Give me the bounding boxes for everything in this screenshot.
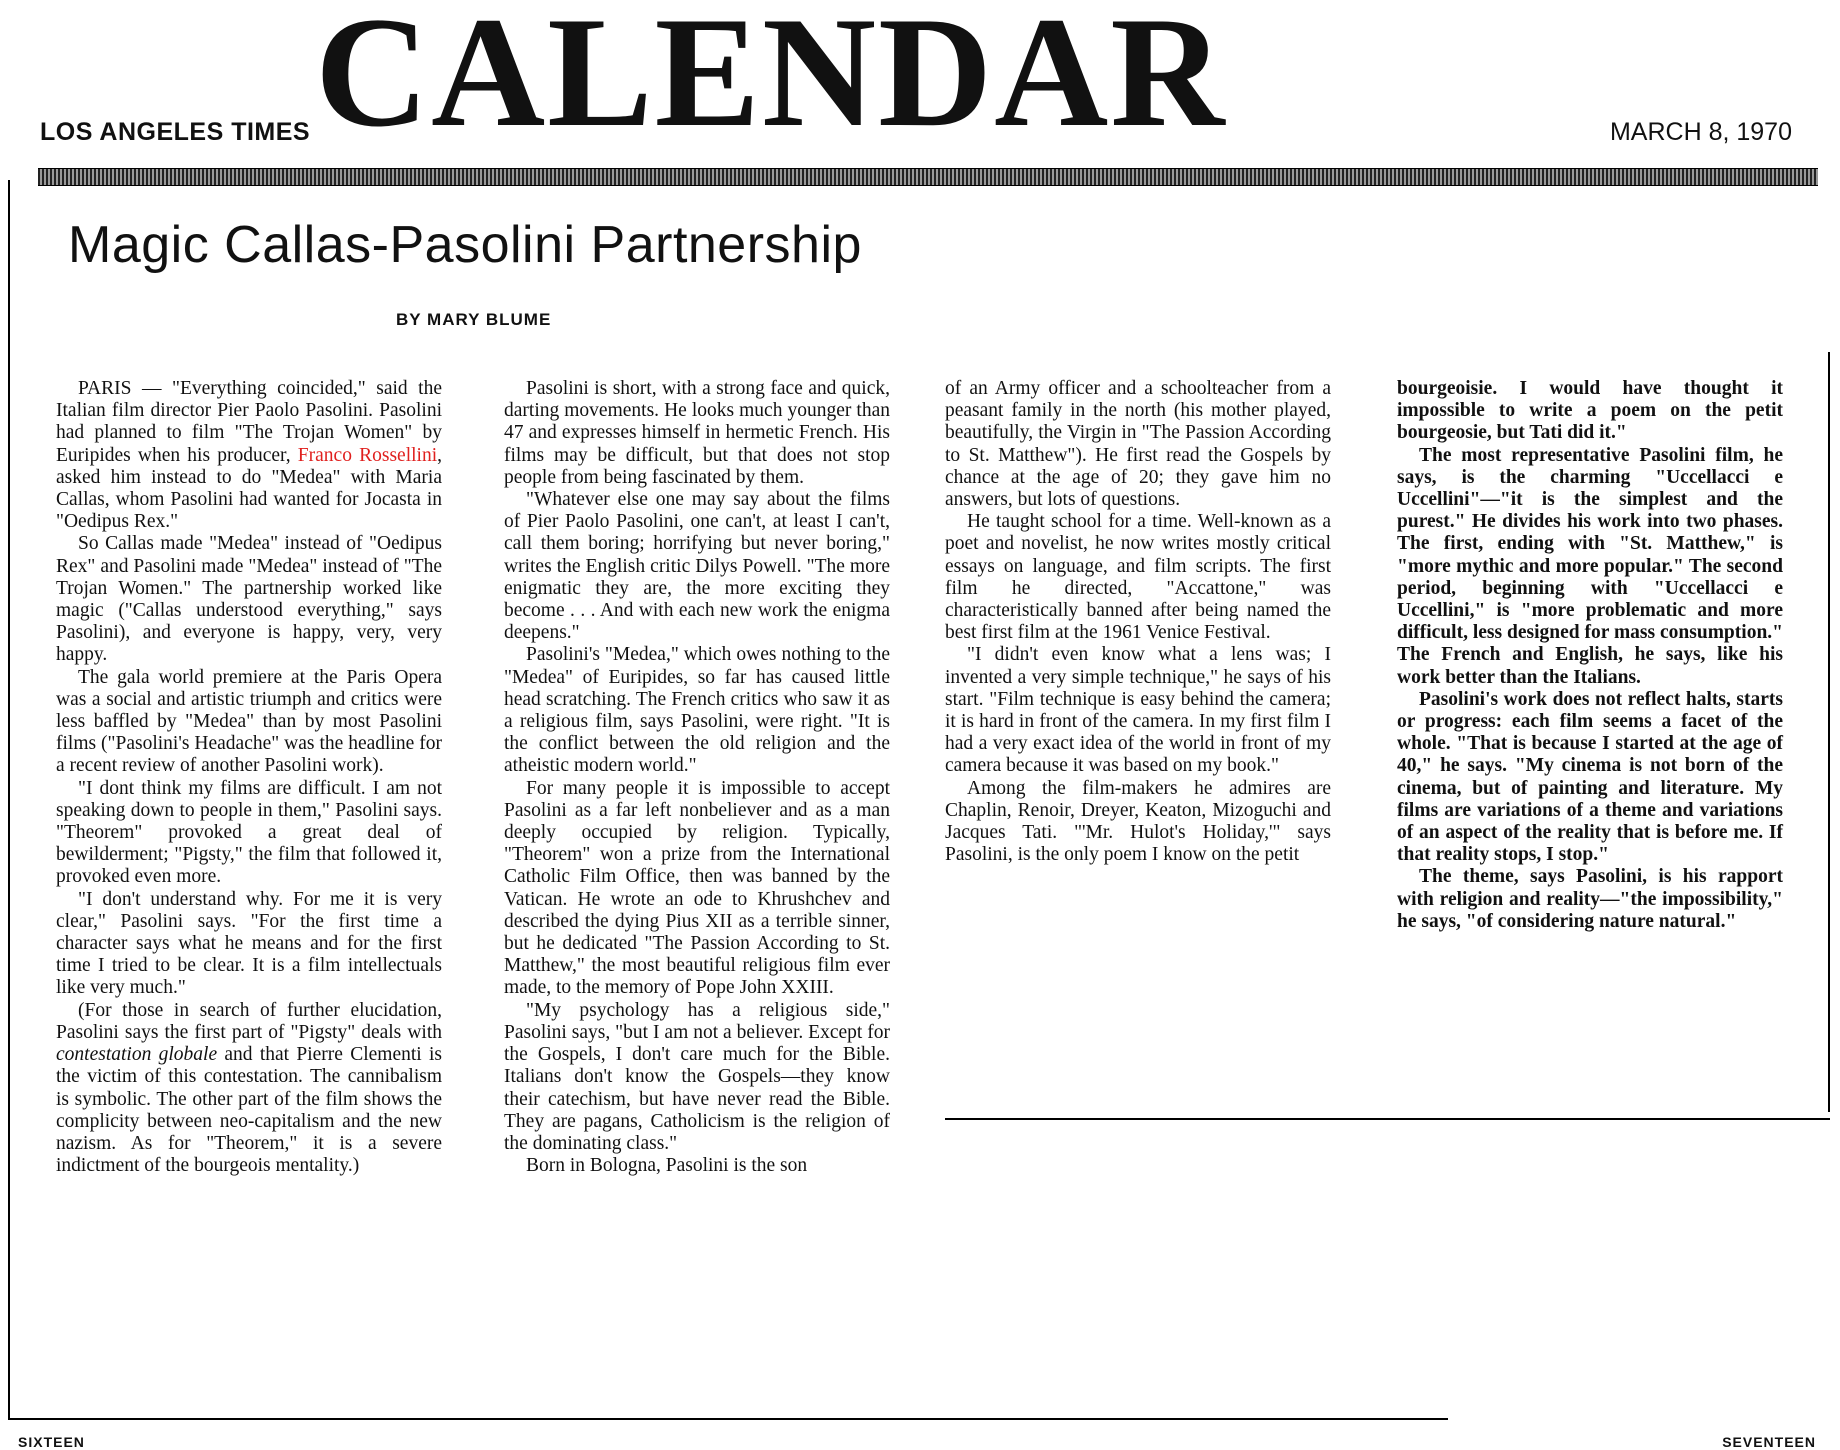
- newspaper-name: LOS ANGELES TIMES: [40, 118, 311, 146]
- paragraph: He taught school for a time. Well-known as a poet and novelist, he now writes mostly critical essays on language, and film scripts. The first film he directed, "Accattone," was characteristically banned after being named the best first film at the 1961 Venice Festival.: [945, 511, 1331, 644]
- article-byline: BY MARY BLUME: [396, 310, 552, 329]
- section-title: CALENDAR: [315, 0, 1227, 160]
- paragraph: Pasolini is short, with a strong face and quick, darting movements. He looks much younger than 47 and expresses himself in hermetic French. His films may be difficult, but that does not stop people from being fascinated by them.: [504, 378, 890, 488]
- page-number-left: SIXTEEN: [18, 1434, 85, 1450]
- page-frame-left: [8, 180, 10, 1420]
- article-headline: Magic Callas-Pasolini Partnership: [68, 216, 862, 274]
- article-end-rule: [945, 1118, 1830, 1120]
- paragraph: "I dont think my films are difficult. I am not speaking down to people in them," Pasolini says. "Theorem" provoked a great deal of bewilderment; "Pigsty," the film that followed it, provoked even more.: [56, 777, 442, 888]
- paragraph: Pasolini's work does not reflect halts, starts or progress: each film seems a facet of the whole. "That is because I started at the age of 40," he says. "My cinema is not born of the cinema, but of painting and literature. My films are variations of a theme and variations of an aspect of the reality that is before me. If that reality stops, I stop.": [1397, 688, 1783, 866]
- paragraph: For many people it is impossible to accept Pasolini as a far left nonbeliever and as a man deeply occupied by religion. Typically, "Theorem" won a prize from the International Catholic Film Office, then was banned by the Vatican. He wrote an ode to Khrushchev and described the dying Pius XII as a terrible sinner, but he dedicated "The Passion According to St. Matthew," the most beautiful religious film ever made, to the memory of Pope John XXIII.: [504, 777, 890, 999]
- article-column-2: [504, 378, 890, 1177]
- paragraph: "I didn't even know what a lens was; I invented a very simple technique," he says of his start. "Film technique is easy behind the camera; it is hard in front of the camera. In my first film I had a very exact idea of the world in front of my camera because it was based on my book.": [945, 644, 1331, 777]
- paragraph: The gala world premiere at the Paris Opera was a social and artistic triumph and critics were less baffled by "Medea" than by most Pasolini films ("Pasolini's Headache" was the headline for a recent review of another Pasolini work).: [56, 666, 442, 777]
- highlighted-name: Franco Rossellini: [297, 444, 438, 466]
- article-column-1: [56, 378, 442, 1177]
- paragraph: bourgeoisie. I would have thought it impossible to write a poem on the petit bourgeosie, but Tati did it.": [1397, 378, 1783, 444]
- article-column-4: [1397, 378, 1783, 933]
- paragraph: So Callas made "Medea" instead of "Oedipus Rex" and Pasolini made "Medea" instead of "The Trojan Women." The partnership worked like magic ("Callas understood everything," says Pasolini), and everyone is happy, very, very happy.: [56, 533, 442, 666]
- paragraph: "My psychology has a religious side," Pasolini says, "but I am not a believer. Except for the Gospels, I don't care much for the Bible. Italians don't know the Gospels—they know their catechism, but have never read the Bible. They are pagans, Catholicism is the religion of the dominating class.": [504, 999, 890, 1154]
- page-frame-bottom: [8, 1418, 1448, 1420]
- masthead-rule: [38, 168, 1818, 186]
- paragraph: (For those in search of further elucidation, Pasolini says the first part of "Pigsty" deals with contestation globale and that Pierre Clementi is the victim of this contestation. The cannibalism is symbolic. The other part of the film shows the complicity between neo-capitalism and the new nazism. As for "Theorem," it is a severe indictment of the bourgeois mentality.): [56, 999, 443, 1177]
- paragraph: Born in Bologna, Pasolini is the son: [526, 1155, 808, 1177]
- paragraph: The most representative Pasolini film, he says, is the charming "Uccellacci e Uccellini"—"it is the simplest and the purest." He divides his work into two phases. The first, ending with "St. Matthew," is "more mythic and more popular." The second period, beginning with "Uccellacci e Uccellini," is "more problematic and more difficult, less designed for mass consumption." The French and English, he says, like his work better than the Italians.: [1397, 444, 1783, 688]
- paragraph: Pasolini's "Medea," which owes nothing to the "Medea" of Euripides, so far has caused little head scratching. The French critics who saw it as a religious film, says Pasolini, were right. "It is the conflict between the old religion and the atheistic modern world.": [504, 644, 890, 777]
- column-divider: [1828, 352, 1830, 1112]
- paragraph: "I don't understand why. For me it is very clear," Pasolini says. "For the first time a character says what he means and for the first time I tried to be clear. It is a film intellectuals like very much.": [56, 888, 442, 999]
- paragraph: of an Army officer and a schoolteacher from a peasant family in the north (his mother played, beautifully, the Virgin in "The Passion According to St. Matthew"). He first read the Gospels by chance at the age of 20; they gave him no answers, but lots of questions.: [945, 378, 1331, 511]
- paragraph: Among the film-makers he admires are Chaplin, Renoir, Dreyer, Keaton, Mizoguchi and Jacques Tati. "'Mr. Hulot's Holiday,'" says Pasolini, is the only poem I know on the petit: [945, 777, 1331, 866]
- issue-date: MARCH 8, 1970: [1609, 118, 1792, 146]
- masthead: [0, 0, 1840, 170]
- article-column-3: [945, 378, 1331, 866]
- paragraph: "Whatever else one may say about the films of Pier Paolo Pasolini, one can't, at least I can't, call them boring; horrifying but never boring," writes the English critic Dilys Powell. "The more enigmatic they are, the more exciting they become . . . And with each new work the enigma deepens.": [504, 489, 890, 644]
- paragraph: PARIS — "Everything coincided," said the Italian film director Pier Paolo Pasolini. Pasolini had planned to film "The Trojan Women" by Euripides when his producer, Franco Rossellini, asked him instead to do "Medea" with Maria Callas, whom Pasolini had wanted for Jocasta in "Oedipus Rex.": [56, 378, 442, 533]
- paragraph: The theme, says Pasolini, is his rapport with religion and reality—"the impossibility," he says, "of considering nature natural.": [1397, 866, 1783, 932]
- page-number-right: SEVENTEEN: [1722, 1434, 1816, 1450]
